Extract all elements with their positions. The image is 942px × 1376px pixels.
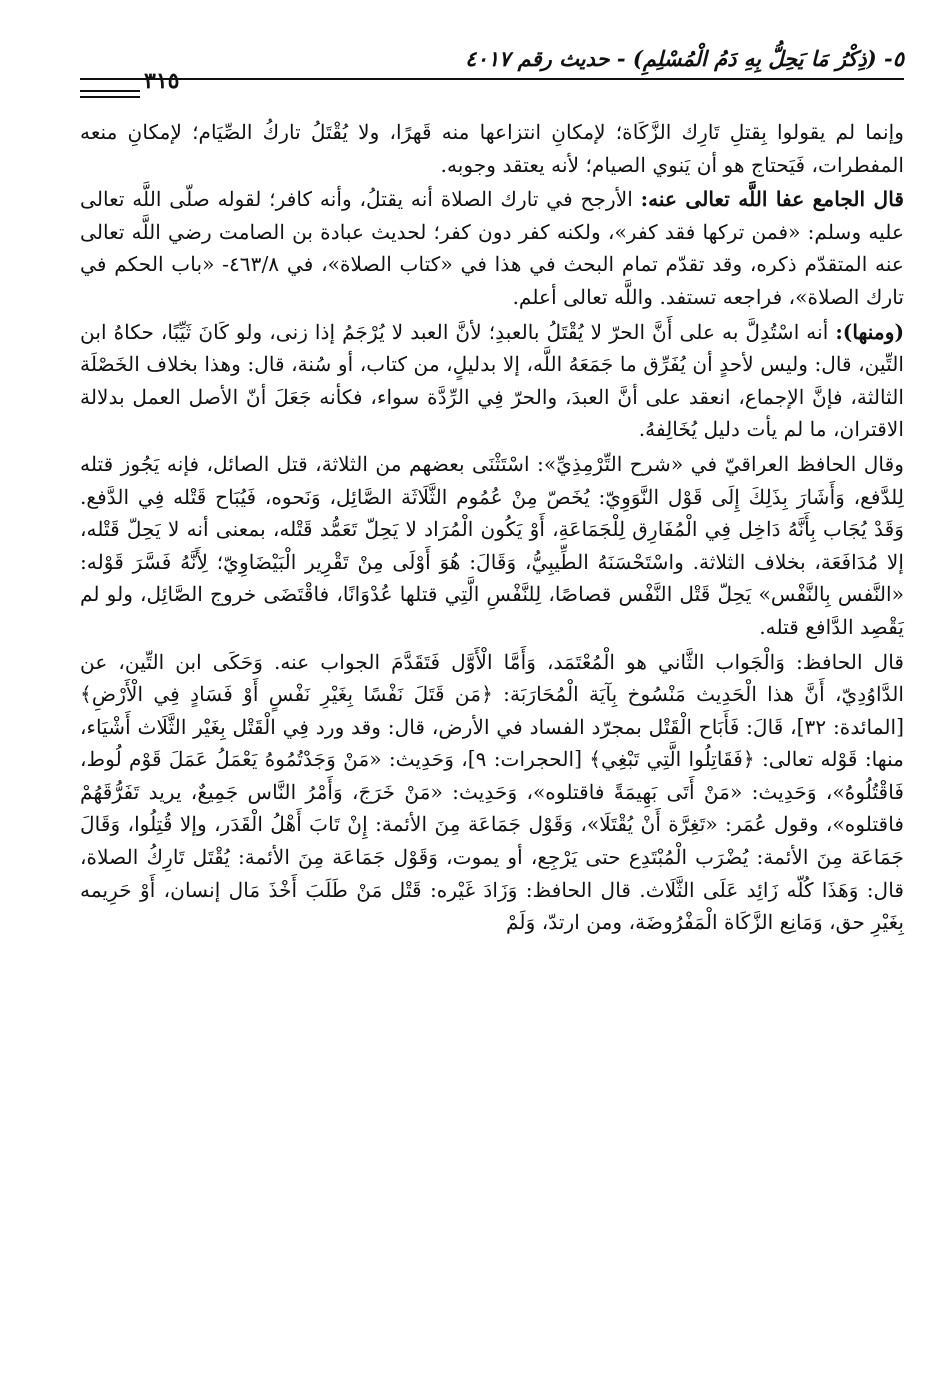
paragraph-text: قال الحافظ: وَالْجَواب الثَّاني هو الْمُعْتَمَد، وَأَمَّا الْأَوَّل فَتَقَدَّمَ الجواب عنه. وَحَكَى ابن التِّين، عن الدَّاوُدِيّ، أَنَّ هذا الْحَدِيث مَنْسُوخ بِآيَة الْمُحَارَبَة: ﴿مَن قَتَلَ نَفْسًا بِغَيْرِ نَفْسٍ أَوْ فَسَادٍ فِي الْأَرْضِ﴾ [المائدة: ٣٢]، قَالَ: فَأَبَاح الْقَتْل بمجرّد الفساد في الأرض، قال: وقد ورد فِي الْقَتْل بِغَيْر الثَّلَاث أَشْيَاء، منها: قَوْله تعالى: ﴿فَقَاتِلُوا الَّتِي تَبْغِي﴾ [الحجرات: ٩]، وَحَدِيث: «مَنْ وَجَدْتُمُوهُ يَعْمَلُ عَمَلَ قَوْم لُوط، فَاقْتُلُوهُ»، وَحَدِيث: «مَنْ أَتَى بَهِيمَةً فاقتلوه»، وَحَدِيث: «مَنْ خَرَجَ، وَأَمْرُ النَّاس جَمِيعٌ، يريد تَفَرُّقَهُمْ فاقتلوه»، وقول عُمَر: «تَغِرَّة أَنْ يُقْتَلَا»، وَقَوْل جَمَاعَة مِنَ الأئمة: إِنْ تَابَ أَهْلُ الْقَدَر، وإلا قُتِلُوا، وَقَالَ جَمَاعَة مِنَ الأئمة: يُضْرَب الْمُبْتَدِع حتى يَرْجِع، أو يموت، وَقَوْل جَمَاعَة مِنَ الأئمة: يُقْتَل تَارِكُ الصلاة، قال: وَهَذَا كُلّه زَائِد عَلَى الثَّلَاث. قال الحافظ: وَزَادَ غَيْره: قَتْل مَنْ طَلَبَ أَخْذَ مَال إنسان، أَوْ حَرِيمه بِغَيْرِ حق، وَمَانِع الزَّكَاة الْمَفْرُوضَة، ومن ارتدّ، وَلَمْ [80, 649, 905, 935]
paragraph-text: وقال الحافظ العراقيّ في «شرح التِّرْمِذِيِّ»: اسْتَثْنَى بعضهم من الثلاثة، قتل الصائل، فإنه يَجُوز قتله لِلدَّفع، وَأَشَارَ بِذَلِكَ إِلَى قَوْل النَّوَوِيّ: يُخَصّ مِنْ عُمُوم الثَّلَاثَة الصَّائِل، وَنَحوه، فَيُبَاح قَتْله فِي الدَّفع. وَقَدْ يُجَاب بِأَنَّهُ دَاخِل فِي الْمُفَارِق لِلْجَمَاعَةِ، أَوْ يَكُون الْمُرَاد لا يَحِلّ تَعَمُّد قَتْله، بمعنى أنه لا يَحِلّ قَتْله، إلا مُدَافَعَة، بخلاف الثلاثة. واسْتَحْسَنَهُ الطِّيبِيُّ، وَقَالَ: هُوَ أَوْلَى مِنْ تَقْرِير الْبَيْضَاوِيّ؛ لِأَنَّهُ فَسَّرَ قَوْله: «النَّفس بِالنَّفْس» يَحِلّ قَتْل النَّفْس قصاصًا، لِلنَّفْسِ الَّتِي قتلها عُدْوَانًا، فاقْتَضَى خروج الصَّائِل، ولو لم يَقْصِد الدَّافع قتله. [80, 451, 904, 639]
paragraph-text: الأرجح في تارك الصلاة أنه يقتلُ، وأنه كافر؛ لقوله صلّى اللَّه تعالى عليه وسلم: «فمن تركها فقد كفر»، ولكنه كفر دون كفر؛ لحديث عبادة بن الصامت رضي اللَّه تعالى عنه المتقدّم ذكره، وقد تقدّم تمام البحث في هذا في «كتاب الصلاة»، في ٤٦٣/٨- «باب الحكم في تارك الصلاة»، فراجعه تستفد. واللَّه تعالى أعلم. [80, 187, 904, 309]
header-rule [80, 78, 904, 80]
paragraph-text: أنه اسْتُدِلَّ به على أَنَّ الحرّ لا يُقْتَلُ بالعبدِ؛ لأنَّ العبد لا يُرْجَمُ إذا زنى، ولو كَانَ ثَيِّبًا، حكاهُ ابن التِّين، قال: وليس لأحدٍ أن يُفَرِّق ما جَمَعَهُ اللَّه، إلا بدليلٍ، من كتاب، أو سُنة، قال: وهذا بخلاف الخَصْلَة الثالثة، فإنَّ الإجماع، انعقد على أنَّ العبدَ، والحرّ فِي الرِّدَّة سواء، فكأنه جَعَلَ أنّ الأصل العمل بدلالة الاقتران، ما لم يأت دليل يُخَالِفهُ. [80, 319, 904, 442]
page-body [80, 116, 904, 939]
paragraph-text: وإنما لم يقولوا بِقتلِ تَارِك الزَّكَاة؛ لإمكانِ انتزاعها منه قَهرًا، ولا يُقْتَلُ تاركُ الصِّيَام؛ لإمكانِ منعه المفطرات، فَيَحتاج هو أن يَنوي الصيام؛ لأنه يعتقد وجوبه. [80, 120, 905, 177]
page-number-rule [80, 90, 140, 92]
paragraph [80, 116, 904, 181]
paragraph-lead: (ومنها): [835, 319, 904, 344]
paragraph-lead: قال الجامع عفا اللَّه تعالى عنه: [640, 187, 904, 212]
paragraph [80, 316, 904, 446]
page-header [80, 40, 904, 92]
paragraph [80, 183, 904, 313]
paragraph [80, 646, 904, 939]
running-head-title: ٥- (ذِكْرُ مَا يَحِلُّ بِهِ دَمُ الْمُسْلِمِ) - حديث رقم ٤٠١٧ [465, 46, 904, 71]
page-number-rule-double [80, 96, 140, 98]
book-page [80, 40, 904, 939]
page-number: ٣١٥ [144, 68, 180, 94]
paragraph [80, 448, 904, 644]
